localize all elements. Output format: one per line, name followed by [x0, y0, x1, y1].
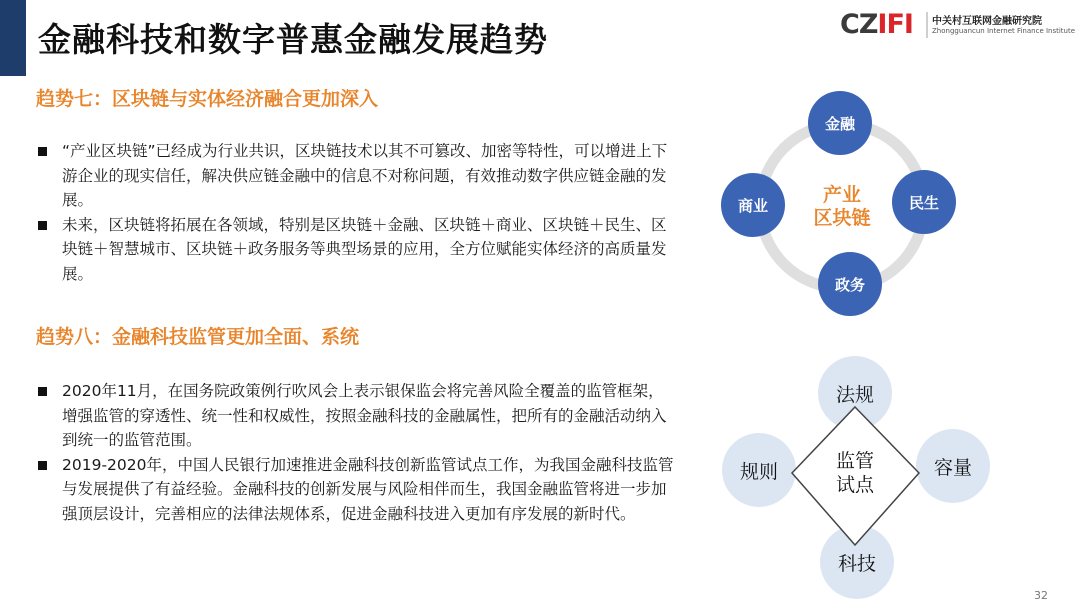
bullet-square-icon	[38, 221, 47, 230]
list-item	[36, 213, 676, 287]
node-commerce: 商业	[721, 173, 785, 237]
section1-bullet-list	[36, 139, 676, 286]
node-government: 政务	[818, 252, 882, 316]
bullet-text: 2019-2020年，中国人民银行加速推进金融科技创新监管试点工作，为我国金融科技监管与发展提供了有益经验。金融科技的创新发展与风险相伴而生，我国金融监管将进一步加强顶层设计，完善相应的法律法规体系，促进金融科技进入更加有序发展的新时代。	[62, 455, 674, 523]
logo-mark-ifi: IFI	[877, 9, 913, 40]
page-number: 32	[1034, 589, 1048, 602]
logo-name-cn: 中关村互联网金融研究院	[932, 16, 1042, 27]
list-item	[36, 139, 676, 213]
logo-mark-cz: CZ	[840, 9, 878, 40]
node-regulation: 法规	[818, 356, 892, 430]
bullet-text: “产业区块链”已经成为行业共识，区块链技术以其不可篡改、加密等特性，可以增进上下游企业的现实信任，解决供应链金融中的信息不对称问题，有效推动数字供应链金融的发展。	[62, 142, 668, 209]
bullet-text: 未来，区块链将拓展在各领域，特别是区块链＋金融、区块链＋商业、区块链＋民生、区块链＋智慧城市、区块链＋政务服务等典型场景的应用，全方位赋能实体经济的高质量发展。	[62, 215, 667, 283]
bullet-text: 2020年11月，在国务院政策例行吹风会上表示银保监会将完善风险全覆盖的监管框架，增强监管的穿透性、统一性和权威性，按照金融科技的金融属性，把所有的金融活动纳入到统一的监管范围。	[62, 382, 667, 449]
list-item	[36, 453, 676, 527]
node-rules: 规则	[722, 433, 796, 507]
institute-logo	[840, 8, 1076, 42]
bullet-square-icon	[38, 147, 47, 156]
center-line-1: 产业	[822, 184, 861, 206]
center-line-2: 区块链	[813, 207, 871, 229]
node-capacity: 容量	[916, 429, 990, 503]
logo-name-en: Zhongguancun Internet Finance Institute	[932, 27, 1076, 35]
logo-mark	[840, 10, 913, 40]
center-line-1: 监管	[835, 450, 874, 472]
logo-divider	[926, 12, 928, 38]
page-title: 金融科技和数字普惠金融发展趋势	[38, 20, 548, 59]
node-technology: 科技	[820, 525, 894, 599]
blockchain-cycle-diagram	[720, 90, 970, 325]
center-line-2: 试点	[835, 474, 874, 496]
title-accent-bar	[0, 0, 26, 76]
section2-bullet-list	[36, 379, 676, 526]
section-title-trend-8: 趋势八：金融科技监管更加全面、系统	[36, 326, 360, 348]
regulatory-pilot-diagram	[722, 355, 1012, 603]
bullet-square-icon	[38, 387, 47, 396]
section-title-trend-7: 趋势七：区块链与实体经济融合更加深入	[36, 88, 379, 110]
diagram-center-label	[815, 449, 895, 497]
bullet-square-icon	[38, 461, 47, 470]
list-item	[36, 379, 676, 453]
node-finance: 金融	[808, 91, 872, 155]
diagram-center-label	[792, 184, 892, 230]
node-livelihood: 民生	[892, 170, 956, 234]
